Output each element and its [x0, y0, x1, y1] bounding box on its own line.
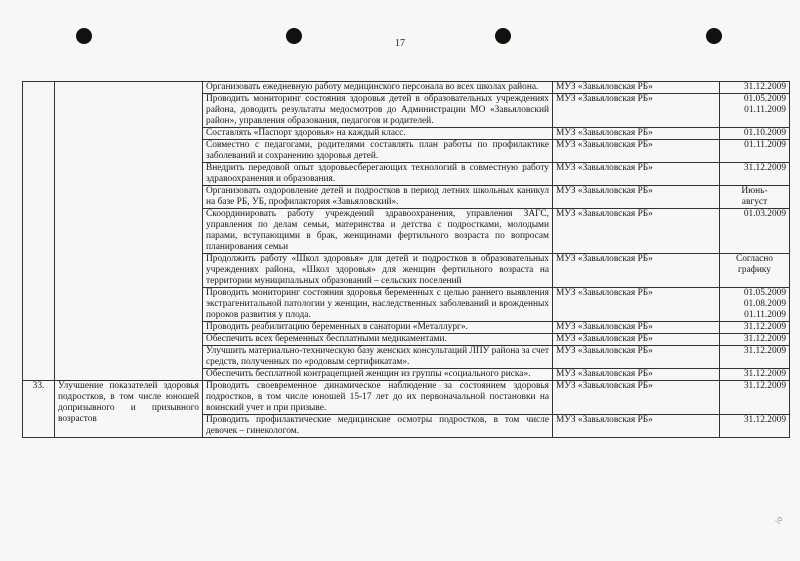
deadline-date: 31.12.2009 [743, 82, 786, 92]
deadline-date: Согласно [735, 254, 773, 264]
task-cell: Скоординировать работу учреждений здравоохранения, управления ЗАГС, управления по делам семьи, материнства и детства с подростками, молодыми парами, вступающими в брак, женщинами фертильного возраста по вопросам планирования семьи [203, 209, 553, 254]
deadline-cell [720, 128, 790, 140]
deadline-cell [720, 254, 790, 288]
page-number: 17 [395, 38, 405, 49]
deadline-date: 01.08.2009 [743, 299, 786, 309]
task-cell: Составлять «Паспорт здоровья» на каждый класс. [203, 128, 553, 140]
responsible-org-cell: МУЗ «Завьяловская РБ» [553, 82, 720, 94]
deadline-date: 31.12.2009 [743, 415, 786, 425]
item-number-cell [23, 82, 55, 381]
responsible-org-cell: МУЗ «Завьяловская РБ» [553, 209, 720, 254]
action-plan-table [22, 81, 790, 438]
deadline-date: 31.12.2009 [743, 163, 786, 173]
responsible-org-cell: МУЗ «Завьяловская РБ» [553, 288, 720, 322]
deadline-cell [720, 140, 790, 163]
deadline-cell [720, 288, 790, 322]
responsible-org-cell: МУЗ «Завьяловская РБ» [553, 369, 720, 381]
task-cell: Внедрить передовой опыт здоровьесберегающих технологий в совместную работу здравоохранения и образования. [203, 163, 553, 186]
task-cell: Проводить своевременное динамическое наблюдение за состоянием здоровья подростков, в том числе юношей 15-17 лет до их первоначальной постановки на воинский учет и при призыве. [203, 381, 553, 415]
responsible-org-cell: МУЗ «Завьяловская РБ» [553, 415, 720, 438]
responsible-org-cell: МУЗ «Завьяловская РБ» [553, 94, 720, 128]
item-number-cell: 33. [23, 381, 55, 438]
task-cell: Обеспечить всех беременных бесплатными медикаментами. [203, 334, 553, 346]
deadline-cell [720, 346, 790, 369]
goal-cell [55, 82, 203, 381]
task-cell: Обеспечить бесплатной контрацепцией женщин из группы «социального риска». [203, 369, 553, 381]
responsible-org-cell: МУЗ «Завьяловская РБ» [553, 381, 720, 415]
task-cell: Совместно с педагогами, родителями составлять план работы по профилактике заболеваний и сохранению здоровья детей. [203, 140, 553, 163]
task-cell: Проводить реабилитацию беременных в санатории «Металлург». [203, 322, 553, 334]
deadline-cell [720, 186, 790, 209]
deadline-date: 31.12.2009 [743, 334, 786, 344]
responsible-org-cell: МУЗ «Завьяловская РБ» [553, 334, 720, 346]
responsible-org-cell: МУЗ «Завьяловская РБ» [553, 128, 720, 140]
task-cell: Проводить мониторинг состояния здоровья детей в образовательных учреждениях района, доводить результаты медосмотров до Администрации МО «Завьяловский район», управления образования, педагогов и родителей. [203, 94, 553, 128]
task-cell: Организовать ежедневную работу медицинского персонала во всех школах района. [203, 82, 553, 94]
task-cell: Организовать оздоровление детей и подростков в период летних школьных каникул на базе РБ, УБ, профилактория «Завьяловский». [203, 186, 553, 209]
deadline-date: 31.12.2009 [743, 322, 786, 332]
deadline-date: Июнь- [741, 186, 768, 196]
deadline-date: 31.12.2009 [743, 381, 786, 391]
deadline-cell [720, 94, 790, 128]
responsible-org-cell: МУЗ «Завьяловская РБ» [553, 322, 720, 334]
deadline-date: 01.05.2009 [743, 288, 786, 298]
deadline-cell [720, 322, 790, 334]
task-cell: Продолжить работу «Школ здоровья» для детей и подростков в образовательных учреждениях района, «Школ здоровья» для женщин фертильного возраста на территории муниципальных образований – сельских поселений [203, 254, 553, 288]
deadline-cell [720, 415, 790, 438]
goal-cell: Улучшение показателей здоровья подростков, в том числе юношей допризывного и призывного возрастов [55, 381, 203, 438]
deadline-date: 01.05.2009 [743, 94, 786, 104]
deadline-cell [720, 163, 790, 186]
table-row [23, 381, 790, 415]
deadline-cell [720, 369, 790, 381]
deadline-date: 01.03.2009 [743, 209, 786, 219]
table-row [23, 82, 790, 94]
deadline-cell [720, 209, 790, 254]
deadline-date: графику [738, 265, 771, 275]
responsible-org-cell: МУЗ «Завьяловская РБ» [553, 254, 720, 288]
deadline-date: 01.11.2009 [744, 140, 786, 150]
responsible-org-cell: МУЗ «Завьяловская РБ» [553, 346, 720, 369]
task-cell: Проводить профилактические медицинские осмотры подростков, в том числе девочек – гинекологом. [203, 415, 553, 438]
responsible-org-cell: МУЗ «Завьяловская РБ» [553, 163, 720, 186]
deadline-date: август [741, 197, 768, 207]
margin-mark: /о [772, 514, 785, 526]
task-cell: Улучшить материально-техническую базу женских консультаций ЛПУ района за счет средств, полученных по «родовым сертификатам». [203, 346, 553, 369]
deadline-cell [720, 381, 790, 415]
task-cell: Проводить мониторинг состояния здоровья беременных с целью раннего выявления экстрагенитальной патологии у женщин, наследственных заболеваний и врожденных пороков развития у плода. [203, 288, 553, 322]
responsible-org-cell: МУЗ «Завьяловская РБ» [553, 186, 720, 209]
deadline-date: 01.11.2009 [744, 105, 786, 115]
deadline-date: 01.11.2009 [744, 310, 786, 320]
responsible-org-cell: МУЗ «Завьяловская РБ» [553, 140, 720, 163]
deadline-date: 01.10.2009 [743, 128, 786, 138]
deadline-date: 31.12.2009 [743, 346, 786, 356]
deadline-cell [720, 334, 790, 346]
deadline-date: 31.12.2009 [743, 369, 786, 379]
deadline-cell [720, 82, 790, 94]
